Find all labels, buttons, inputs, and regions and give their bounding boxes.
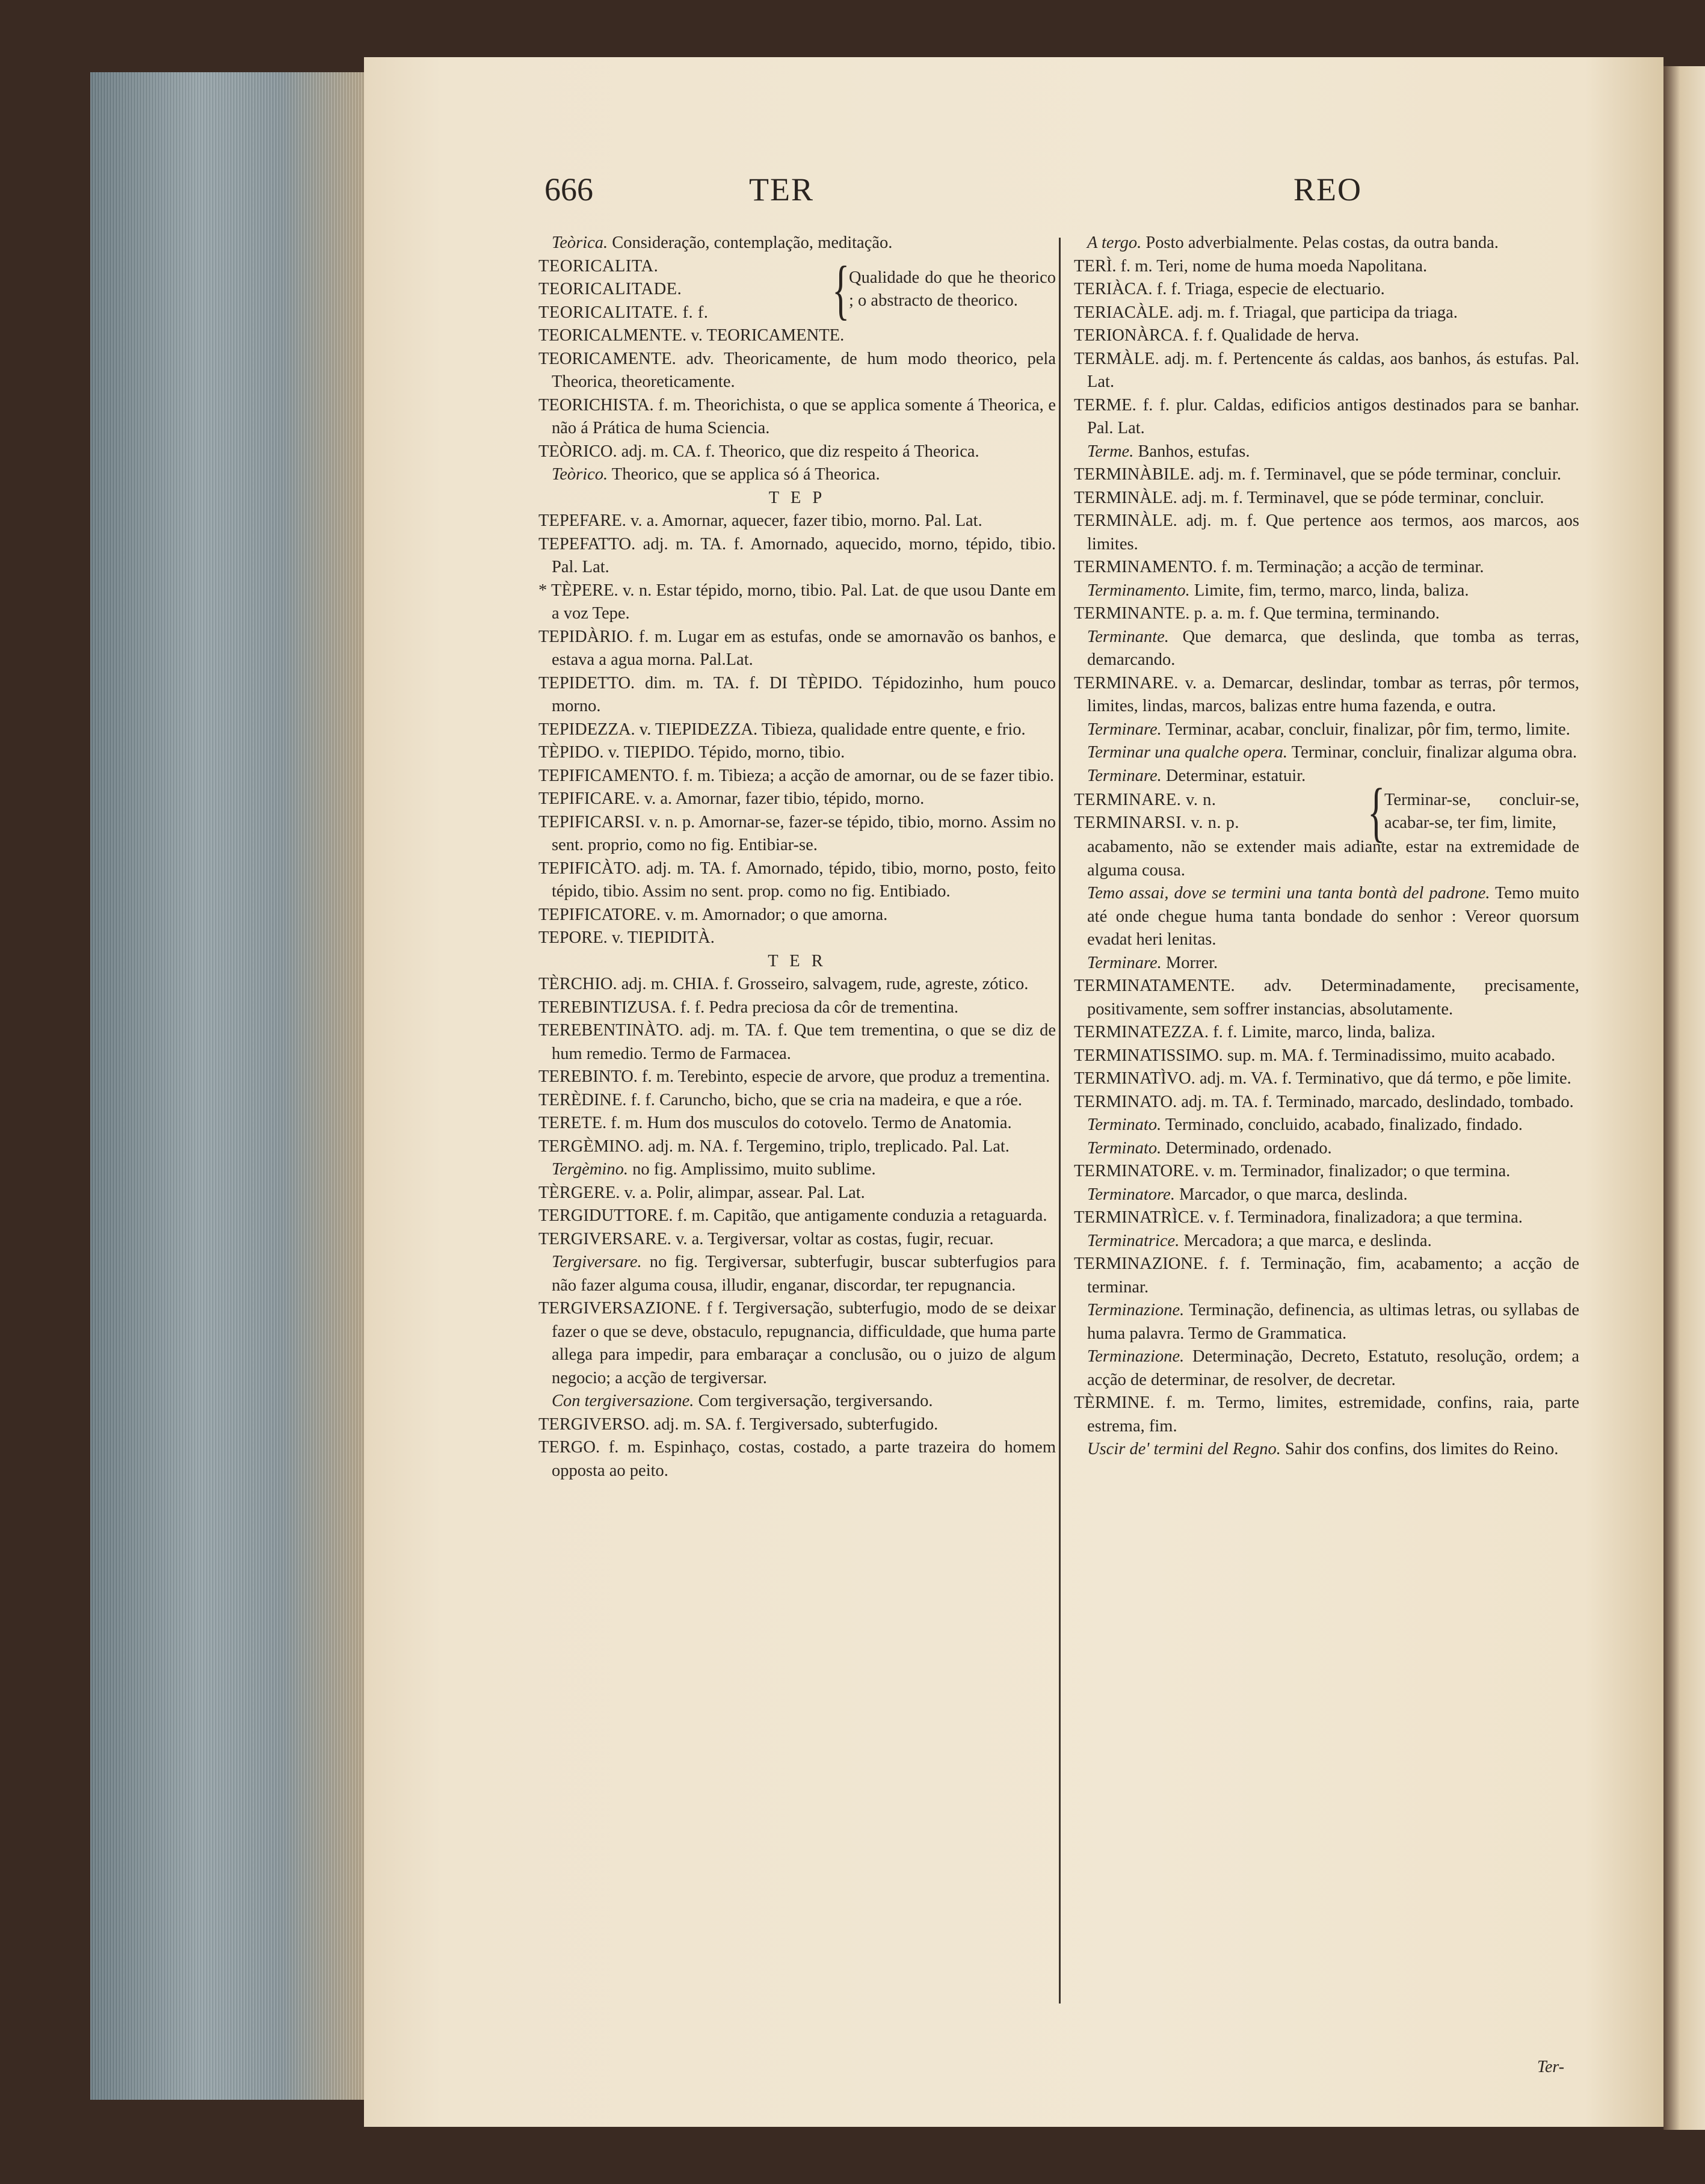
dictionary-entry: TEORICALMENTE. v. TEORICAMENTE. bbox=[538, 326, 845, 345]
running-head-right: REO bbox=[1293, 171, 1362, 208]
headword: TEORICALITATE. f. f. bbox=[538, 303, 709, 322]
dictionary-entry: TERMINATRÌCE. v. f. Terminadora, finalizadora; a que termina. bbox=[1074, 1208, 1523, 1227]
section-heading: T E R bbox=[768, 951, 827, 970]
sub-entry-lead: Terminato. bbox=[1087, 1138, 1162, 1158]
sub-entry-text: Que demarca, que deslinda, que tomba as terras, demarcando. bbox=[1087, 627, 1579, 669]
dictionary-entry: TEPORE. v. TIEPIDITÀ. bbox=[538, 928, 715, 947]
bracketed-definition: Qualidade do que he theorico ; o abstracto de theorico. bbox=[849, 268, 1056, 310]
sub-entry bbox=[1074, 741, 1579, 765]
dictionary-entry: TERMINATISSIMO. sup. m. MA. f. Terminadissimo, muito acabado. bbox=[1074, 1046, 1556, 1065]
dictionary-entry: TERIONÀRCA. f. f. Qualidade de herva. bbox=[1074, 326, 1360, 345]
dictionary-entry: TERÈDINE. f. f. Caruncho, bicho, que se cria na madeira, e que a róe. bbox=[538, 1090, 1023, 1109]
page-edges bbox=[90, 72, 364, 2100]
headword: TEORICALITADE. bbox=[538, 280, 682, 298]
dictionary-entry: TERMINATORE. v. m. Terminador, finalizador; o que termina. bbox=[1074, 1162, 1511, 1180]
dictionary-entry: TEPIFICAMENTO. f. m. Tibieza; a acção de amornar, ou de se fazer tibio. bbox=[538, 766, 1055, 785]
sub-entry-lead: Terme. bbox=[1087, 442, 1134, 461]
sub-entry-text: Determinação, Decreto, Estatuto, resolução, ordem; a acção de determinar, de resolver, de decretar. bbox=[1087, 1347, 1580, 1389]
sub-entry-text: no fig. Amplissimo, muito sublime. bbox=[632, 1160, 876, 1179]
dictionary-entry: TÈPIDO. v. TIEPIDO. Tépido, morno, tibio. bbox=[538, 743, 845, 762]
column-rule bbox=[1059, 238, 1061, 2004]
sub-entry bbox=[1074, 626, 1579, 672]
facing-page-edge bbox=[1663, 66, 1705, 2130]
dictionary-entry: TÈRGERE. v. a. Polir, alimpar, assear. Pal. Lat. bbox=[538, 1183, 865, 1202]
sub-entry-lead: A tergo. bbox=[1087, 233, 1142, 252]
sub-entry bbox=[1074, 440, 1579, 464]
sub-entry bbox=[1074, 1183, 1579, 1207]
sub-entry bbox=[1074, 718, 1579, 742]
dictionary-entry: TEPEFARE. v. a. Amornar, aquecer, fazer tibio, morno. Pal. Lat. bbox=[538, 511, 982, 530]
sub-entry-lead: Terminare. bbox=[1087, 766, 1162, 785]
dictionary-entry: TEPIFICARSI. v. n. p. Amornar-se, fazer-se tépido, tibio, morno. Assim no sent. proprio, como no fig. Entibiar-se. bbox=[538, 812, 1056, 854]
sub-entry bbox=[538, 232, 1056, 255]
sub-entry-lead: Terminazione. bbox=[1087, 1301, 1185, 1319]
sub-entry bbox=[1074, 836, 1579, 882]
dictionary-entry: TEORICHISTA. f. m. Theorichista, o que se applica somente á Theorica, e não á Prática de huma Sciencia. bbox=[538, 395, 1056, 437]
sub-entry-text: Determinado, ordenado. bbox=[1165, 1138, 1332, 1158]
bracketed-definition: Terminar-se, concluir-se, acabar-se, ter fim, limite, bbox=[1384, 790, 1579, 832]
sub-entry bbox=[538, 463, 1056, 487]
bracketed-headwords bbox=[1074, 789, 1363, 835]
sub-entry-text: Posto adverbialmente. Pelas costas, da outra banda. bbox=[1145, 233, 1499, 252]
sub-entry-text: no fig. Tergiversar, subterfugir, buscar subterfugios para não fazer alguma cousa, illudir, enganar, discordar, ter repugnancia. bbox=[552, 1253, 1056, 1295]
dictionary-entry: TEPIDÀRIO. f. m. Lugar em as estufas, onde se amornavão os banhos, e estava a agua morna. Pal.Lat. bbox=[538, 627, 1056, 669]
dictionary-entry: TERMÀLE. adj. m. f. Pertencente ás caldas, aos banhos, ás estufas. Pal. Lat. bbox=[1074, 349, 1579, 391]
dictionary-entry: TERMINATÌVO. adj. m. VA. f. Terminativo, que dá termo, e põe limite. bbox=[1074, 1069, 1571, 1088]
dictionary-entry: TEPIDEZZA. v. TIEPIDEZZA. Tibieza, qualidade entre quente, e frio. bbox=[538, 720, 1026, 739]
sub-entry bbox=[1074, 579, 1579, 603]
brace-mark: { bbox=[832, 253, 850, 327]
sub-entry-lead: Terminazione. bbox=[1087, 1347, 1185, 1366]
dictionary-entry: TERMINATAMENTE. adv. Determinadamente, precisamente, positivamente, sem soffrer instancias, absolutamente. bbox=[1074, 976, 1579, 1019]
sub-entry-text: Terminar, acabar, concluir, finalizar, pôr fim, termo, limite. bbox=[1165, 720, 1570, 739]
section-heading: T E P bbox=[768, 488, 826, 507]
dictionary-entry: TERIÀCA. f. f. Triaga, especie de electuario. bbox=[1074, 280, 1385, 298]
sub-entry-lead: Terminato. bbox=[1087, 1115, 1162, 1134]
sub-entry-text: Terminado, concluido, acabado, finalizado, findado. bbox=[1165, 1115, 1523, 1134]
sub-entry-text: Determinar, estatuir. bbox=[1165, 766, 1306, 785]
sub-entry bbox=[538, 1251, 1056, 1297]
left-column bbox=[538, 232, 1056, 1482]
dictionary-entry: TERMINÀLE. adj. m. f. Que pertence aos termos, aos marcos, aos limites. bbox=[1074, 511, 1579, 554]
sub-entry bbox=[1074, 232, 1579, 255]
sub-entry bbox=[1074, 1230, 1579, 1253]
dictionary-entry: TEPIFICATORE. v. m. Amornador; o que amorna. bbox=[538, 905, 888, 924]
sub-entry-text: Com tergiversação, tergiversando. bbox=[698, 1392, 933, 1410]
sub-entry-text: Temo muito até onde chegue huma tanta bondade do senhor : Vereor quorsum evadat heri lenitas. bbox=[1087, 884, 1579, 949]
dictionary-entry: TERME. f. f. plur. Caldas, edificios antigos destinados para se banhar. Pal. Lat. bbox=[1074, 395, 1579, 437]
sub-entry bbox=[1074, 1114, 1579, 1137]
dictionary-entry: TERGÈMINO. adj. m. NA. f. Tergemino, triplo, treplicado. Pal. Lat. bbox=[538, 1137, 1010, 1156]
dictionary-entry: TERGIVERSARE. v. a. Tergiversar, voltar as costas, fugir, recuar. bbox=[538, 1229, 994, 1248]
dictionary-entry: TEPEFATTO. adj. m. TA. f. Amornado, aquecido, morno, tépido, tibio. Pal. Lat. bbox=[538, 534, 1056, 576]
sub-entry-text: Limite, fim, termo, marco, linda, baliza. bbox=[1194, 581, 1469, 600]
sub-entry-lead: Terminare. bbox=[1087, 953, 1162, 972]
dictionary-entry: TERGIVERSO. adj. m. SA. f. Tergiversado, subterfugido. bbox=[538, 1414, 939, 1434]
sub-entry bbox=[538, 1390, 1056, 1413]
sub-entry-text: Banhos, estufas. bbox=[1138, 442, 1250, 461]
page-number: 666 bbox=[544, 171, 593, 208]
dictionary-entry: TERMINATEZZA. f. f. Limite, marco, linda, baliza. bbox=[1074, 1023, 1435, 1041]
sub-entry bbox=[1074, 1438, 1579, 1461]
dictionary-entry: TERGO. f. m. Espinhaço, costas, costado, a parte trazeira do homem opposta ao peito. bbox=[538, 1438, 1056, 1480]
sub-entry-text: acabamento, não se extender mais adiante, estar na extremidade de alguma cousa. bbox=[1087, 838, 1579, 880]
sub-entry-text: Terminação, definencia, as ultimas letras, ou syllabas de huma palavra. Termo de Grammatica. bbox=[1087, 1301, 1579, 1343]
headword: TEORICALITA. bbox=[538, 256, 659, 276]
dictionary-entry: TERIACÀLE. adj. m. f. Triagal, que participa da triaga. bbox=[1074, 303, 1458, 322]
dictionary-entry: TEPIFICARE. v. a. Amornar, fazer tibio, tépido, morno. bbox=[538, 789, 925, 808]
dictionary-entry: TERGIDUTTORE. f. m. Capitão, que antigamente conduzia a retaguarda. bbox=[538, 1206, 1047, 1225]
sub-entry-lead: Con tergiversazione. bbox=[552, 1392, 694, 1410]
sub-entry bbox=[1074, 882, 1579, 952]
dictionary-entry: TERMINANTE. p. a. m. f. Que termina, terminando. bbox=[1074, 604, 1440, 623]
sub-entry-text: Mercadora; a que marca, e deslinda. bbox=[1183, 1231, 1432, 1250]
dictionary-entry: TERMINAZIONE. f. f. Terminação, fim, acabamento; a acção de terminar. bbox=[1074, 1254, 1579, 1297]
running-head-left: TER bbox=[749, 171, 814, 208]
dictionary-entry: TERÌ. f. m. Teri, nome de huma moeda Napolitana. bbox=[1074, 256, 1428, 276]
dictionary-entry: TERGIVERSAZIONE. f f. Tergiversação, subterfugio, modo de se deixar fazer o que se deve, obstaculo, repugnancia, difficuldade, que huma parte allega para impedir, para embaraçar a conclusão, ou o juizo de algum negocio; a acção de tergiversar. bbox=[538, 1299, 1056, 1387]
sub-entry-text: Consideração, contemplação, meditação. bbox=[612, 233, 893, 252]
dictionary-entry: TEPIFICÀTO. adj. m. TA. f. Amornado, tépido, tibio, morno, posto, feito tépido, tibio. Assim no sent. prop. como no fig. Entibiado. bbox=[538, 859, 1056, 901]
sub-entry bbox=[1074, 765, 1579, 788]
sub-entry-lead: Terminar una qualche opera. bbox=[1087, 743, 1288, 762]
sub-entry-lead: Uscir de' termini del Regno. bbox=[1087, 1440, 1281, 1458]
sub-entry-lead: Terminatore. bbox=[1087, 1185, 1175, 1204]
dictionary-entry: TÈRMINE. f. m. Termo, limites, estremidade, confins, raia, parte estrema, fim. bbox=[1074, 1393, 1579, 1436]
sub-entry-lead: Teòrico. bbox=[552, 465, 608, 484]
sub-entry-lead: Temo assai, dove se termini una tanta bontà del padrone. bbox=[1087, 884, 1490, 902]
headword: TERMINARSI. v. n. p. bbox=[1074, 813, 1239, 832]
dictionary-entry: TERMINÀLE. adj. m. f. Terminavel, que se póde terminar, concluir. bbox=[1074, 488, 1544, 507]
right-column bbox=[1074, 232, 1579, 1461]
sub-entry-lead: Teòrica. bbox=[552, 233, 608, 252]
sub-entry bbox=[538, 1158, 1056, 1182]
sub-entry bbox=[1074, 1299, 1579, 1345]
sub-entry-lead: Terminatrice. bbox=[1087, 1231, 1180, 1250]
dictionary-entry: TEÒRICO. adj. m. CA. f. Theorico, que diz respeito á Theorica. bbox=[538, 442, 979, 461]
dictionary-entry: TEREBENTINÀTO. adj. m. TA. f. Que tem trementina, o que se diz de hum remedio. Termo de Farmacea. bbox=[538, 1021, 1056, 1063]
dictionary-entry: TERMINATO. adj. m. TA. f. Terminado, marcado, deslindado, tombado. bbox=[1074, 1092, 1574, 1111]
sub-entry-text: Marcador, o que marca, deslinda. bbox=[1179, 1185, 1408, 1204]
dictionary-entry: TERMINARE. v. a. Demarcar, deslindar, tombar as terras, pôr termos, limites, lindas, marcos, balizas entre huma fazenda, e outra. bbox=[1074, 673, 1579, 715]
brace-mark: { bbox=[1367, 775, 1386, 848]
dictionary-entry: TÈRCHIO. adj. m. CHIA. f. Grosseiro, salvagem, rude, agreste, zótico. bbox=[538, 975, 1029, 993]
sub-entry-lead: Terminare. bbox=[1087, 720, 1162, 739]
catchword: Ter- bbox=[1537, 2058, 1565, 2076]
dictionary-entry: TEPIDETTO. dim. m. TA. f. DI TÈPIDO. Tépidozinho, hum pouco morno. bbox=[538, 673, 1056, 715]
sub-entry-lead: Terminamento. bbox=[1087, 581, 1190, 600]
sub-entry-text: Terminar, concluir, finalizar alguma obra. bbox=[1291, 743, 1577, 762]
sub-entry-text: Theorico, que se applica só á Theorica. bbox=[611, 465, 880, 484]
dictionary-entry: TEREBINTO. f. m. Terebinto, especie de arvore, que produz a trementina. bbox=[538, 1067, 1050, 1086]
headword: TERMINARE. v. n. bbox=[1074, 790, 1216, 809]
sub-entry bbox=[1074, 1345, 1579, 1392]
sub-entry-text: Morrer. bbox=[1165, 953, 1218, 972]
bracketed-headwords bbox=[538, 255, 827, 325]
sub-entry-text: Sahir dos confins, dos limites do Reino. bbox=[1285, 1440, 1559, 1458]
dictionary-entry: TERMINÀBILE. adj. m. f. Terminavel, que se póde terminar, concluir. bbox=[1074, 465, 1561, 484]
sub-entry-lead: Tergiversare. bbox=[552, 1253, 642, 1271]
sub-entry-lead: Terminante. bbox=[1087, 627, 1169, 646]
dictionary-entry: * TÈPERE. v. n. Estar tépido, morno, tibio. Pal. Lat. de que usou Dante em a voz Tepe. bbox=[538, 581, 1056, 623]
dictionary-entry: TEREBINTIZUSA. f. f. Pedra preciosa da côr de trementina. bbox=[538, 998, 959, 1017]
dictionary-entry: TEORICAMENTE. adv. Theoricamente, de hum modo theorico, pela Theorica, theoreticamente. bbox=[538, 349, 1056, 391]
dictionary-entry: TERETE. f. m. Hum dos musculos do cotovelo. Termo de Anatomia. bbox=[538, 1114, 1012, 1132]
sub-entry bbox=[1074, 952, 1579, 975]
sub-entry bbox=[1074, 1137, 1579, 1161]
bracketed-entry-group bbox=[538, 255, 1056, 325]
sub-entry-lead: Tergèmino. bbox=[552, 1160, 628, 1179]
dictionary-entry: TERMINAMENTO. f. m. Terminação; a acção de terminar. bbox=[1074, 558, 1484, 576]
